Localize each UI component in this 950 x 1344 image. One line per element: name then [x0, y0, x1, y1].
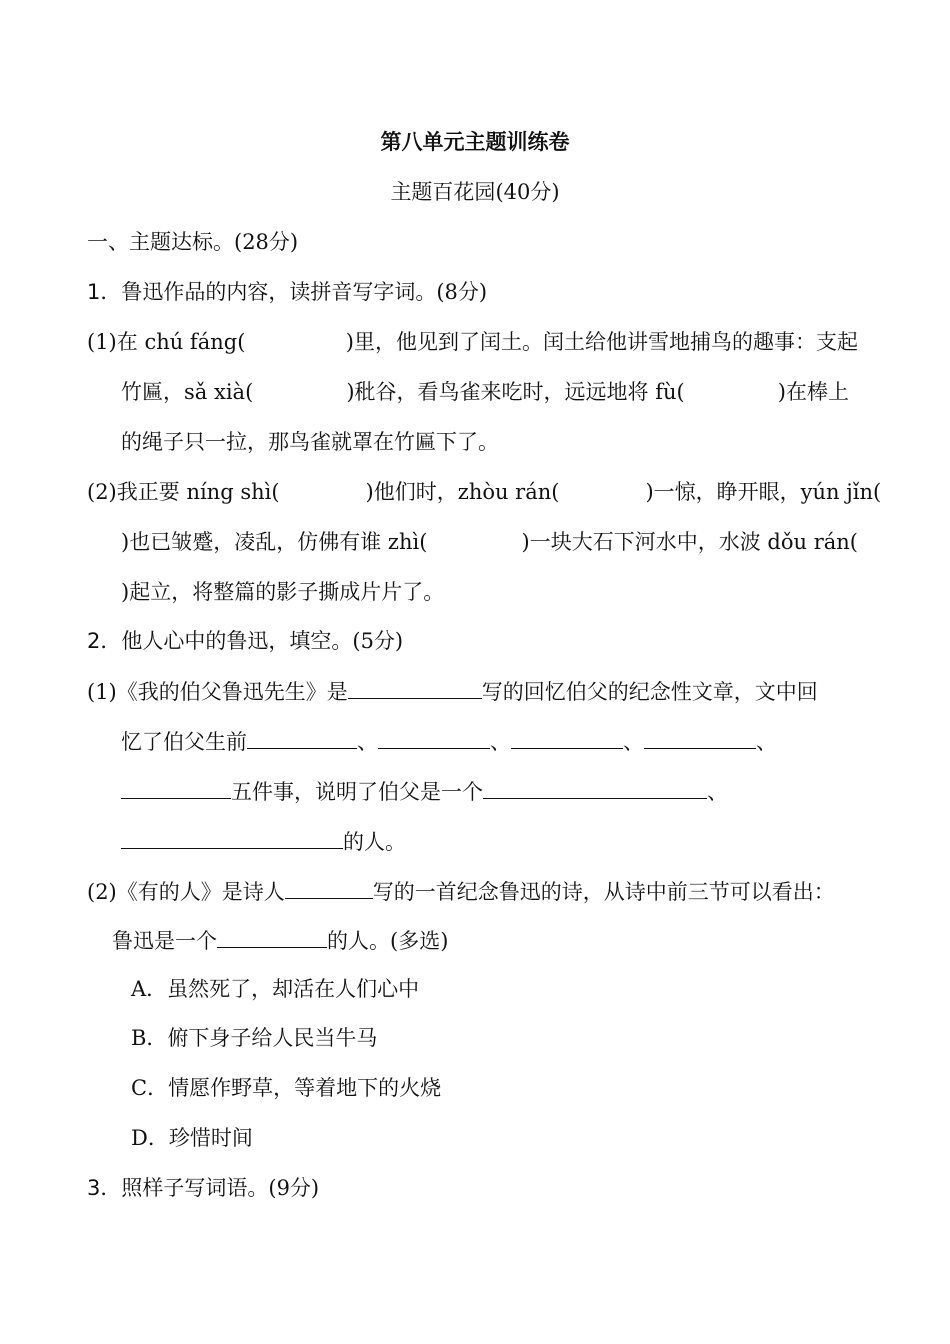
q2-p1-text-4: 五件事，说明了伯父是一个: [231, 780, 483, 804]
q2-p2-text-4: 的人。: [327, 929, 390, 953]
question-2-score: (5分): [352, 629, 404, 653]
q2-p2-line-1: [87, 878, 835, 905]
q1-p2-text-4: )也已皱蹙，凌乱，仿佛有谁: [121, 530, 382, 554]
fill-blank-trait-1[interactable]: [483, 778, 707, 799]
option-a[interactable]: [131, 976, 419, 1002]
q1-p2-text-2: )他们时，: [365, 480, 458, 504]
fill-blank-event-1[interactable]: [247, 728, 357, 749]
fill-blank-trait-2[interactable]: [121, 828, 343, 849]
option-b-letter: B．: [131, 1026, 168, 1050]
q1-p1-text-4: )秕谷，看鸟雀来吃时，远远地将: [346, 380, 649, 404]
option-c-text: 情愿作野草，等着地下的火烧: [168, 1076, 442, 1100]
question-3-score: (9分): [268, 1176, 320, 1200]
pinyin-sa-xia: sǎ xià: [184, 380, 246, 404]
q1-p1-number: (1): [87, 330, 117, 354]
q1-p1-text-6: 的绳子只一拉，那鸟雀就罩在竹匾下了。: [121, 430, 499, 454]
subtitle-text: 主题百花园: [390, 180, 496, 204]
question-1-score: (8分): [436, 280, 488, 304]
fill-blank-event-4[interactable]: [644, 728, 756, 749]
option-c-letter: C．: [131, 1076, 169, 1100]
separator: 、: [490, 730, 511, 754]
question-2-heading-text: 2．他人心中的鲁迅，填空。: [87, 629, 353, 653]
question-1-heading-text: 1．鲁迅作品的内容，读拼音写字词。: [87, 280, 437, 304]
q1-p1-line-2: 竹匾，sǎ xià( )秕谷，看鸟雀来吃时，远远地将 fù( )在棒上: [121, 380, 849, 404]
option-d[interactable]: [131, 1125, 253, 1151]
separator: 、: [756, 730, 777, 754]
q2-p1-line-2: [121, 728, 777, 755]
pinyin-zhi: zhì: [387, 530, 420, 554]
pinyin-ning-shi: níng shì: [186, 480, 272, 504]
q2-p2-line-2: [112, 927, 448, 954]
q2-p1-text-3: 忆了伯父生前: [121, 730, 247, 754]
option-a-letter: A．: [131, 977, 168, 1001]
q2-p1-number: (1): [87, 680, 117, 704]
pinyin-fu: fù: [655, 380, 677, 404]
q2-p1-line-3: [121, 778, 728, 805]
q2-p2-text-1: 《有的人》是诗人: [116, 880, 285, 904]
q1-p2-text-6: )起立，将整篇的影子撕成片片了。: [121, 580, 445, 604]
option-a-text: 虽然死了，却活在人们心中: [167, 977, 420, 1001]
option-b[interactable]: [131, 1025, 377, 1051]
q1-p1-text-2: )里，他见到了闰土。闰土给他讲雪地捕鸟的趣事：支起: [345, 330, 858, 354]
option-b-text: 俯下身子给人民当牛马: [167, 1026, 378, 1050]
question-2-heading: [87, 628, 403, 654]
q1-p1-line-3: [121, 429, 499, 455]
q1-p2-line-2: )也已皱蹙，凌乱，仿佛有谁 zhì( )一块大石下河水中，水波 dǒu rán(: [121, 530, 858, 554]
separator: 、: [623, 730, 644, 754]
q2-p1-text-5: 的人。: [343, 830, 406, 854]
q2-p2-text-2: 写的一首纪念鲁迅的诗，从诗中前三节可以看出：: [372, 880, 835, 904]
fill-blank-author[interactable]: [348, 678, 482, 699]
q2-p1-text-2: 写的回忆伯父的纪念性文章，文中回: [481, 680, 818, 704]
page-title-text: 第八单元主题训练卷: [380, 130, 570, 154]
q1-p1-text-5: )在棒上: [777, 380, 849, 404]
q1-p2-line-1: (2)我正要 níng shì( )他们时，zhòu rán( )一惊，睁开眼，yún jǐn(: [87, 480, 882, 504]
q1-p1-text-3: 竹匾，: [121, 380, 184, 404]
page-title: [0, 129, 950, 155]
pinyin-zhou-ran: zhòu rán: [457, 480, 552, 504]
fill-blank-event-2[interactable]: [378, 728, 490, 749]
subtitle-score: (40分): [495, 180, 560, 204]
question-3-heading: [87, 1175, 319, 1201]
question-3-heading-text: 3．照样子写词语。: [87, 1176, 269, 1200]
fill-blank-event-3[interactable]: [511, 728, 623, 749]
q2-p2-number: (2): [87, 880, 117, 904]
multi-select-note: (多选): [390, 929, 449, 953]
pinyin-yun-jin: yún jǐn: [800, 480, 874, 504]
separator: 、: [707, 780, 728, 804]
section-1-heading-text: 一、主题达标。: [87, 230, 234, 254]
q2-p1-line-1: [87, 678, 818, 705]
q1-p2-number: (2): [87, 480, 117, 504]
fill-blank-poet[interactable]: [285, 878, 373, 899]
q1-p2-text-3: )一惊，睁开眼，: [645, 480, 801, 504]
q1-p2-text-5: )一块大石下河水中，水波: [521, 530, 761, 554]
q2-p1-text-1: 《我的伯父鲁迅先生》是: [116, 680, 348, 704]
q1-p1-text-1: 在: [116, 330, 138, 354]
q1-p2-text-1: 我正要: [116, 480, 180, 504]
q2-p1-line-4: [121, 828, 406, 855]
q1-p2-line-3: [121, 579, 444, 605]
option-d-letter: D．: [131, 1126, 169, 1150]
section-1-score: (28分): [234, 230, 299, 254]
fill-blank-description[interactable]: [217, 927, 327, 948]
fill-blank-event-5[interactable]: [121, 778, 231, 799]
separator: 、: [357, 730, 378, 754]
q1-p1-line-1: (1)在 chú fáng( )里，他见到了闰土。闰土给他讲雪地捕鸟的趣事：支起: [87, 330, 858, 354]
q2-p2-text-3: 鲁迅是一个: [112, 929, 217, 953]
pinyin-chu-fang: chú fáng: [144, 330, 238, 354]
section-1-heading: [87, 229, 298, 255]
option-c[interactable]: [131, 1075, 441, 1101]
page-subtitle: [0, 179, 950, 205]
option-d-text: 珍惜时间: [168, 1126, 253, 1150]
pinyin-dou-ran: dǒu rán: [767, 530, 850, 554]
question-1-heading: [87, 279, 487, 305]
